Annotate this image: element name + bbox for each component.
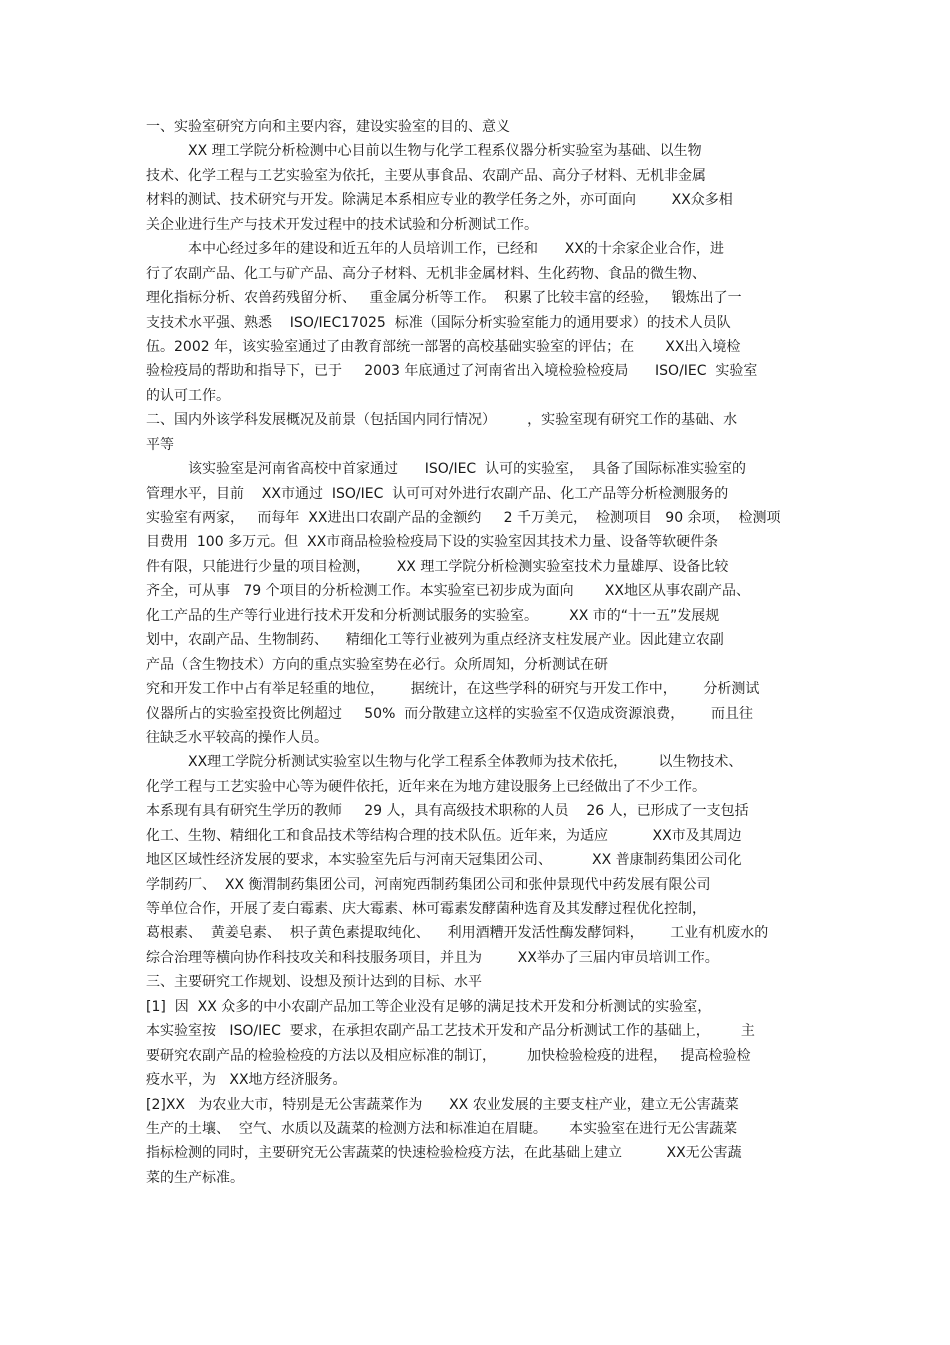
text-line: 化工产品的生产等行业进行技术开发和分析测试服务的实验室。 XX 市的“十一五”发展规 <box>146 607 720 624</box>
text-line: 行了农副产品、化工与矿产品、高分子材料、无机非金属材料、生化药物、食品的微生物、 <box>146 265 706 282</box>
text-line: 生产的土壤、 空气、水质以及蔬菜的检测方法和标准迫在眉睫。 本实验室在进行无公害蔬菜 <box>146 1120 738 1137</box>
text-line: 综合治理等横向协作科技攻关和科技服务项目，并且为 XX举办了三届内审员培训工作。 <box>146 949 719 966</box>
text-line: XX 理工学院分析检测中心目前以生物与化学工程系仪器分析实验室为基础、以生物 <box>188 143 702 160</box>
text-line: 二、国内外该学科发展概况及前景（包括国内同行情况） ，实验室现有研究工作的基础、水 <box>146 412 738 429</box>
text-line: 齐全，可从事 79 个项目的分析检测工作。本实验室已初步成为面向 XX地区从事农副产品、 <box>146 583 750 600</box>
text-line: 葛根素、 黄姜皂素、 枳子黄色素提取纯化、 利用酒糟开发活性酶发酵饲料， 工业有机废水的 <box>146 925 769 942</box>
text-line: XX理工学院分析测试实验室以生物与化学工程系全体教师为技术依托， 以生物技术、 <box>188 754 743 771</box>
text-line: 疫水平，为 XX地方经济服务。 <box>146 1072 347 1089</box>
text-line: 关企业进行生产与技术开发过程中的技术试验和分析测试工作。 <box>146 216 538 233</box>
text-line: 本实验室按 ISO/IEC 要求，在承担农副产品工艺技术开发和产品分析测试工作的基础上， 主 <box>146 1023 755 1040</box>
text-line: 伍。2002 年，该实验室通过了由教育部统一部署的高校基础实验室的评估；在 XX出入境检 <box>146 338 741 355</box>
text-line: 该实验室是河南省高校中首家通过 ISO/IEC 认可的实验室， 具备了国际标准实验室的 <box>188 461 747 478</box>
text-line: 目费用 100 多万元。但 XX市商品检验检疫局下设的实验室因其技术力量、设备等软硬件条 <box>146 534 719 551</box>
text-line: 本系现有具有研究生学历的教师 29 人，具有高级技术职称的人员 26 人，已形成了一支包括 <box>146 803 749 820</box>
text-line: 要研究农副产品的检验检疫的方法以及相应标准的制订， 加快检验检疫的进程， 提高检验检 <box>146 1047 751 1064</box>
text-line: 件有限，只能进行少量的项目检测， XX 理工学院分析检测实验室技术力量雄厚、设备比较 <box>146 558 729 575</box>
text-line: 的认可工作。 <box>146 387 230 404</box>
text-line: 划中，农副产品、生物制药、 精细化工等行业被列为重点经济支柱发展产业。因此建立农副 <box>146 632 724 649</box>
text-line: 指标检测的同时，主要研究无公害蔬菜的快速检验检疫方法，在此基础上建立 XX无公害蔬 <box>146 1145 742 1162</box>
text-line: 菜的生产标准。 <box>146 1169 244 1186</box>
text-line: 技术、化学工程与工艺实验室为依托，主要从事食品、农副产品、高分子材料、无机非金属 <box>146 167 706 184</box>
text-line: 产品（含生物技术）方向的重点实验室势在必行。众所周知，分析测试在研 <box>146 656 608 673</box>
text-line: 学制药厂、 XX 衡渭制药集团公司，河南宛西制药集团公司和张仲景现代中药发展有限公司 <box>146 876 711 893</box>
text-line: 材料的测试、技术研究与开发。除满足本系相应专业的教学任务之外，亦可面向 XX众多相 <box>146 192 733 209</box>
text-line: 等单位合作，开展了麦白霉素、庆大霉素、林可霉素发酵菌种选育及其发酵过程优化控制， <box>146 901 706 917</box>
text-line: 化学工程与工艺实验中心等为硬件依托，近年来在为地方建设服务上已经做出了不少工作。 <box>146 778 706 795</box>
text-line: [2]XX 为农业大市，特别是无公害蔬菜作为 XX 农业发展的主要支柱产业，建立无公害蔬菜 <box>146 1096 739 1113</box>
text-line: 一、实验室研究方向和主要内容，建设实验室的目的、意义 <box>146 119 510 135</box>
text-line: 管理水平，目前 XX市通过 ISO/IEC 认可可对外进行农副产品、化工产品等分析检测服务的 <box>146 485 729 502</box>
text-line: 仪器所占的实验室投资比例超过 50% 而分散建立这样的实验室不仅造成资源浪费， 而且往 <box>146 705 753 722</box>
text-line: [1] 因 XX 众多的中小农副产品加工等企业没有足够的满足技术开发和分析测试的实验室， <box>146 998 712 1015</box>
text-line: 支技术水平强、熟悉 ISO/IEC17025 标准（国际分析实验室能力的通用要求）的技术人员队 <box>146 314 731 331</box>
text-line: 验检疫局的帮助和指导下，已于 2003 年底通过了河南省出入境检验检疫局 ISO/IEC 实验室 <box>146 363 758 380</box>
text-line: 本中心经过多年的建设和近五年的人员培训工作，已经和 XX的十余家企业合作，进 <box>188 241 724 258</box>
text-line: 三、主要研究工作规划、设想及预计达到的目标、水平 <box>146 974 482 991</box>
text-line: 往缺乏水平较高的操作人员。 <box>146 729 328 746</box>
text-line: 化工、生物、精细化工和食品技术等结构合理的技术队伍。近年来，为适应 XX市及其周边 <box>146 827 742 844</box>
text-line: 实验室有两家， 而每年 XX进出口农副产品的金额约 2 千万美元， 检测项目 90 余项， 检测项 <box>146 510 781 526</box>
text-line: 地区区域性经济发展的要求，本实验室先后与河南天冠集团公司、 XX 普康制药集团公司化 <box>146 852 742 869</box>
text-line: 究和开发工作中占有举足轻重的地位， 据统计，在这些学科的研究与开发工作中， 分析测试 <box>146 681 760 698</box>
document-body <box>146 115 806 1190</box>
text-line: 平等 <box>146 436 174 453</box>
text-line: 理化指标分析、农兽药残留分析、 重金属分析等工作。 积累了比较丰富的经验， 锻炼出了一 <box>146 290 742 307</box>
